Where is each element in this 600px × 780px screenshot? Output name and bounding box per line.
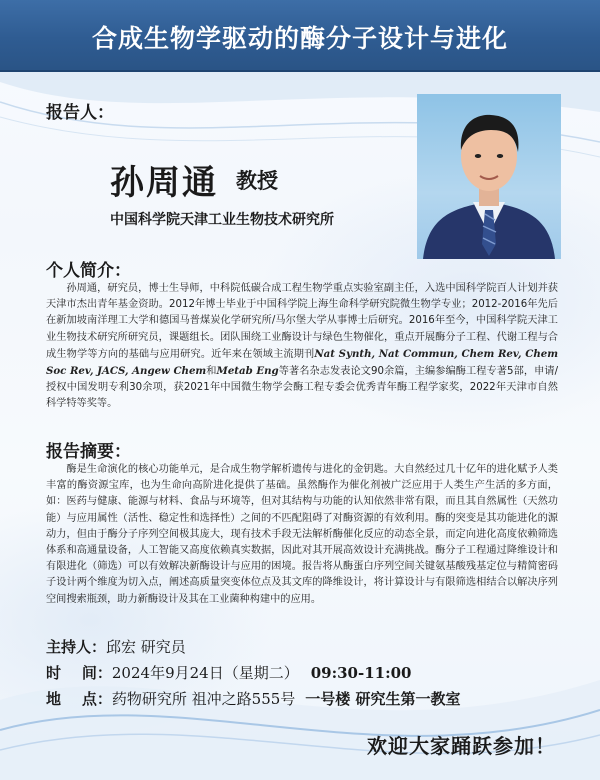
decorative-wave-bottom — [0, 640, 600, 780]
host-value: 邱宏 研究员 — [106, 638, 186, 656]
place-label: 地 点： — [46, 690, 112, 708]
time-row — [46, 662, 412, 683]
speaker-photo — [417, 94, 561, 259]
bio-and: 和 — [206, 366, 217, 378]
place-row — [46, 688, 461, 709]
bio-paragraph — [46, 281, 558, 413]
time-label: 时 间： — [46, 664, 112, 682]
speaker-organization: 中国科学院天津工业生物技术研究所 — [110, 212, 334, 228]
speaker-title: 教授 — [236, 169, 278, 193]
place-building: 一号楼 研究生第一教室 — [305, 690, 461, 708]
place-value: 药物研究所 祖冲之路555号 — [111, 690, 296, 708]
abstract-section-label: 报告摘要： — [46, 442, 131, 462]
bio-text-part2: 等著名杂志发表论文90余篇，主编参编酶工程专著5部，申请/授权中国发明专利30余项，获2021年中国微生物学会酶工程专委会优秀青年酶工程学家奖，2022年天津市自然科学特等奖等。 — [46, 366, 559, 410]
time-range: 09:30-11:00 — [310, 664, 412, 682]
title-bar — [0, 0, 600, 72]
bio-journals-2: Metab Eng — [216, 365, 279, 378]
speaker-section-label: 报告人： — [46, 103, 114, 123]
time-date: 2024年9月24日（星期二） — [111, 664, 299, 682]
speaker-name: 孙周通 — [110, 163, 218, 203]
host-row — [46, 636, 186, 657]
poster-title: 合成生物学驱动的酶分子设计与进化 — [91, 24, 508, 53]
speaker-portrait-illustration — [417, 94, 561, 259]
abstract-paragraph: 酶是生命演化的核心功能单元，是合成生物学解析遗传与进化的金钥匙。大自然经过几十亿年的进化赋予人类丰富的酶资源宝库，也为生命向高阶进化提供了基础。虽然酶作为催化剂被广泛应用于人类生产生活的多方面，如：医药与健康、能源与材料、食品与环境等，但对其结构与功能的认知依然非常有限，而且其自然属性（天然功能）与应用属性（活性、稳定性和选择性）之间的不匹配阻碍了对酶资源的有效利用。酶的突变是其功能进化的源动力，但由于酶分子序列空间极其庞大，现有技术手段无法解析酶催化反应的动态全景，而定向进化高度依赖筛选体系和高通量设备，人工智能又高度依赖真实数据，因此对其开展高效设计充满挑战。酶分子工程通过降维设计和有限进化（筛选）可以有效解决新酶设计与应用的困境。报告将从酶蛋白序列空间关键氨基酸残基定位与精简密码子设计两个维度为切入点，阐述高质量突变体位点及其文库的降维设计，将计算设计与有限筛选相结合以解决序列空间搜索瓶颈，助力新酶设计及其在工业菌种构建中的应用。 — [46, 464, 558, 605]
bio-section-label: 个人简介： — [46, 261, 131, 281]
welcome-message: 欢迎大家踊跃参加！ — [367, 734, 556, 758]
bio-text-part1: 孙周通，研究员，博士生导师，中科院低碳合成工程生物学重点实验室副主任，入选中国科学院百人计划并获天津市杰出青年基金资助。2012年博士毕业于中国科学院上海生命科学研究院微生物学专业；2012-2016年先后在新加坡南洋理工大学和德国马普煤炭化学研究所/马尔堡大学从事博士后研究。2016年至今，中国科学院天津工业生物技术研究所研究员，课题组长。团队围绕工业酶设计与绿色生物催化，重点开展酶分子工程、代谢工程与合成生物学等方向的基础与应用研究。近年来在领域主流期刊 — [46, 283, 558, 360]
host-label: 主持人： — [46, 638, 107, 656]
bio-journals-1: Nat Synth, Nat Commun, Chem Rev, Chem Soc Rev, JACS, Angew Chem — [46, 347, 558, 378]
